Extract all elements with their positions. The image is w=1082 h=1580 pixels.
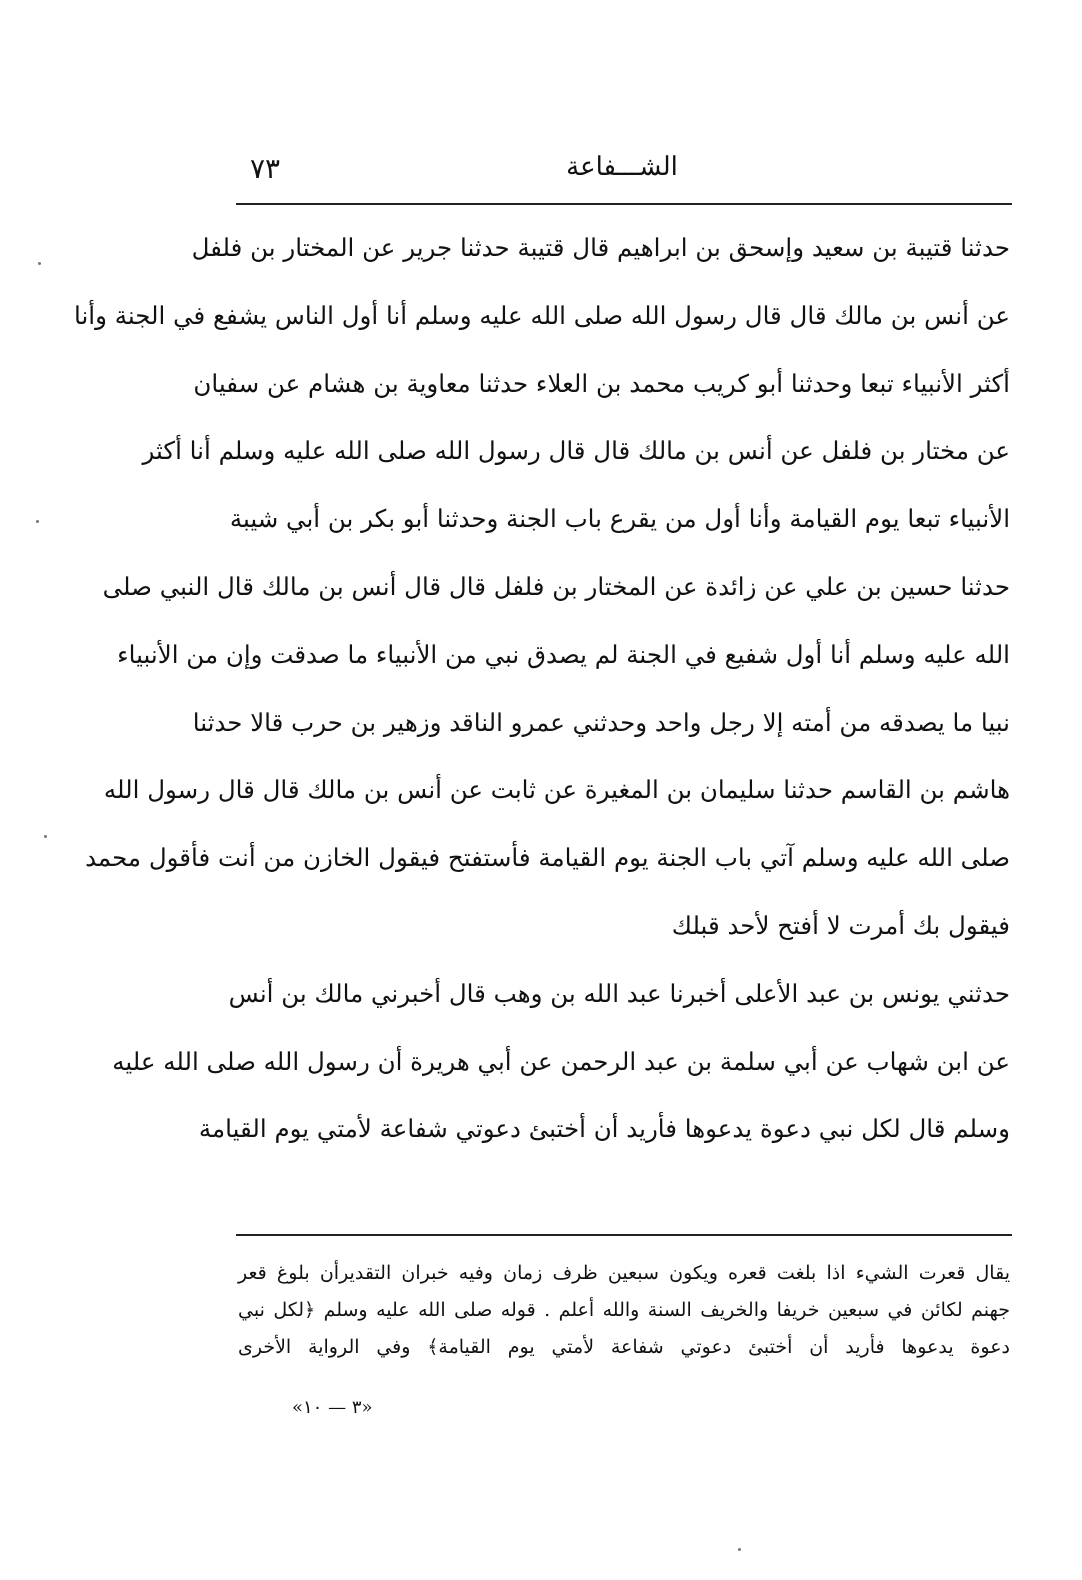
footnote-line: يقال قعرت الشيء اذا بلغت قعره ويكون سبعين ظرف زمان وفيه خبران التقديرأن بلوغ قعر xyxy=(238,1262,1010,1284)
text-line: فيقول بك أمرت لا أفتح لأحد قبلك xyxy=(671,910,1010,940)
text-line: عن ابن شهاب عن أبي سلمة بن عبد الرحمن عن أبي هريرة أن رسول الله صلى الله عليه xyxy=(112,1046,1010,1076)
text-line: حدثنا قتيبة بن سعيد وإسحق بن ابراهيم قال قتيبة حدثنا جرير عن المختار بن فلفل xyxy=(191,233,1010,262)
main-text xyxy=(73,214,1010,1163)
text-line: الله عليه وسلم أنا أول شفيع في الجنة لم يصدق نبي من الأنبياء ما صدقت وإن من الأنبياء xyxy=(117,639,1010,669)
footnote-line: دعوة يدعوها فأريد أن أختبئ دعوتي شفاعة لأمتي يوم القيامة﴾ وفي الرواية الأخرى xyxy=(238,1336,1010,1358)
text-line: هاشم بن القاسم حدثنا سليمان بن المغيرة عن ثابت عن أنس بن مالك قال قال رسول الله xyxy=(103,775,1010,805)
scan-speck xyxy=(738,1548,741,1551)
text-line: عن مختار بن فلفل عن أنس بن مالك قال قال رسول الله صلى الله عليه وسلم أنا أكثر xyxy=(142,436,1010,466)
scan-speck xyxy=(36,520,39,523)
scan-speck xyxy=(38,262,41,265)
footnote xyxy=(238,1255,1010,1366)
footnote-divider xyxy=(236,1234,1012,1236)
printer-signature: «٣ — ١٠» xyxy=(292,1397,373,1418)
text-line: حدثني يونس بن عبد الأعلى أخبرنا عبد الله بن وهب قال أخبرني مالك بن أنس xyxy=(228,978,1010,1008)
scan-speck xyxy=(44,835,47,838)
text-line: صلى الله عليه وسلم آتي باب الجنة يوم القيامة فأستفتح فيقول الخازن من أنت فأقول محمد xyxy=(85,843,1010,873)
header-divider xyxy=(236,203,1012,205)
text-line: الأنبياء تبعا يوم القيامة وأنا أول من يقرع باب الجنة وحدثنا أبو بكر بن أبي شيبة xyxy=(229,504,1010,534)
text-line: أكثر الأنبياء تبعا وحدثنا أبو كريب محمد بن العلاء حدثنا معاوية بن هشام عن سفيان xyxy=(193,368,1010,398)
footnote-line: جهنم لكائن في سبعين خريفا والخريف السنة والله أعلم . قوله صلى الله عليه وسلم ﴿لكل نبي xyxy=(238,1299,1010,1321)
text-line: نبيا ما يصدقه من أمته إلا رجل واحد وحدثني عمرو الناقد وزهير بن حرب قالا حدثنا xyxy=(192,707,1010,737)
page-header xyxy=(232,148,1012,198)
text-line: وسلم قال لكل نبي دعوة يدعوها فأريد أن أختبئ دعوتي شفاعة لأمتي يوم القيامة xyxy=(198,1114,1010,1144)
text-line: عن أنس بن مالك قال قال رسول الله صلى الله عليه وسلم أنا أول الناس يشفع في الجنة وأنا xyxy=(73,300,1010,330)
running-title: الشـــفاعة xyxy=(566,152,678,182)
text-line: حدثنا حسين بن علي عن زائدة عن المختار بن فلفل قال قال أنس بن مالك قال النبي صلى xyxy=(102,571,1010,601)
page-number: ٧٣ xyxy=(250,152,281,185)
